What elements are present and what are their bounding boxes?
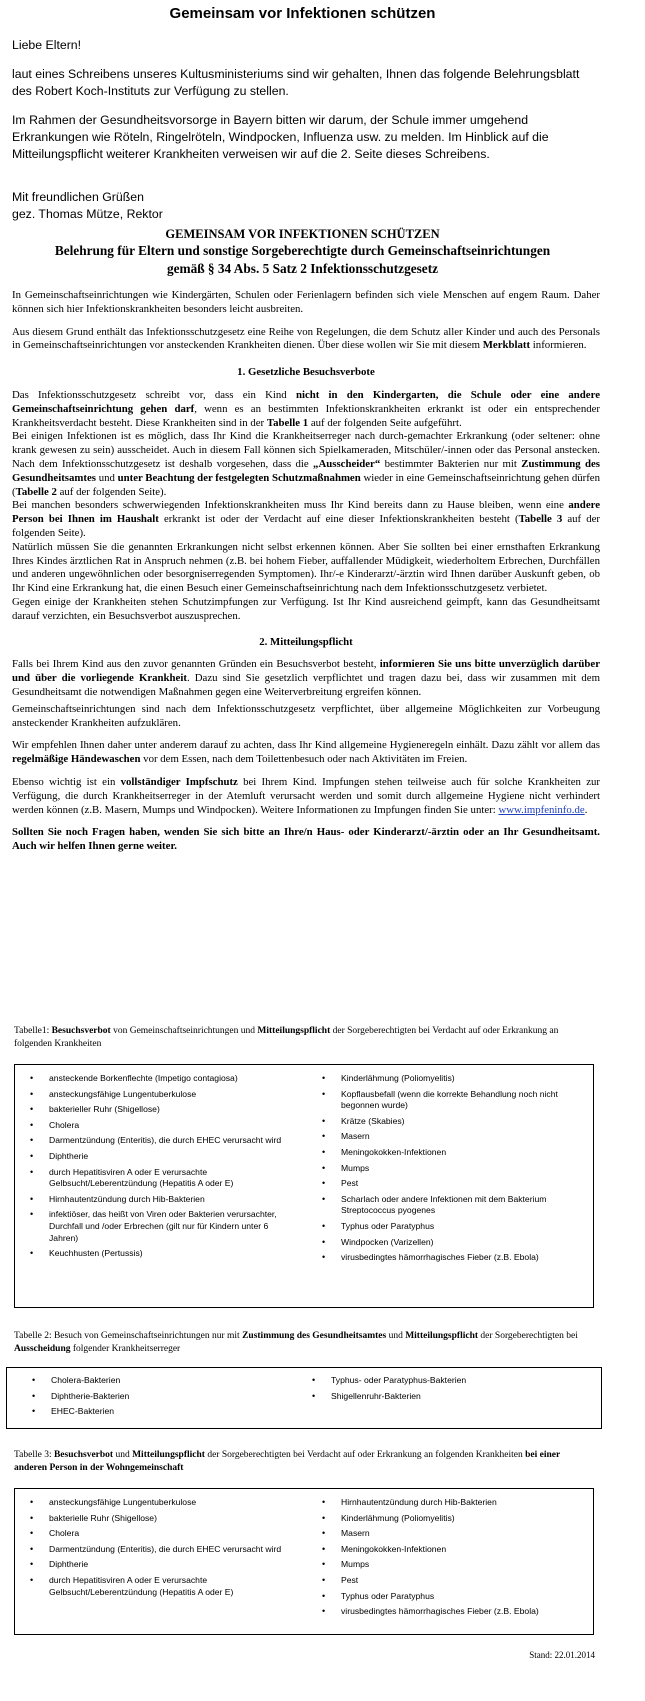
section-3-para-b: Wir empfehlen Ihnen daher unter anderem darauf zu achten, dass Ihr Kind allgemeine Hygieneregeln einhält. Dazu zählt vor allem das regelmäßige Händewaschen vor dem Essen, nach dem Toilettenbesuch oder nach Aktivitäten im Freien.: [12, 739, 600, 766]
list-item: • bakterieller Ruhr (Shigellose): [27, 1104, 282, 1116]
letter-paragraph-1: laut eines Schreibens unseres Kultusministeriums sind wir gehalten, Ihnen das folgende Belehrungsblatt des Robert Koch-Instituts zur Verfügung zu stellen.: [12, 67, 580, 98]
list-item: • Typhus- oder Paratyphus-Bakterien: [309, 1375, 579, 1387]
list-item: • Darmentzündung (Enteritis), die durch EHEC verursacht wird: [27, 1544, 282, 1556]
table2-right-list: [309, 1375, 579, 1402]
table3-left-list: [27, 1497, 282, 1598]
letter-body: [12, 37, 602, 223]
table1-caption: Tabelle1: Besuchsverbot von Gemeinschaftseinrichtungen und Mitteilungspflicht der Sorgeberechtigten bei Verdacht auf oder Erkrankung an folgenden Krankheiten: [14, 1026, 559, 1049]
leaflet-heading-3: gemäß § 34 Abs. 5 Satz 2 Infektionsschutzgesetz: [166, 261, 439, 276]
list-item: • virusbedingtes hämorrhagisches Fieber (z.B. Ebola): [319, 1606, 584, 1618]
list-item: • Windpocken (Varizellen): [319, 1237, 584, 1249]
section-2-title: 2. Mitteilungspflicht: [259, 635, 353, 648]
leaflet-intro-1: In Gemeinschaftseinrichtungen wie Kindergärten, Schulen oder Ferienlagern befinden sich viele Menschen auf engem Raum. Daher können sich hier Infektionskrankheiten besonders leicht ausbreiten.: [12, 289, 600, 315]
section-1-para-d: Natürlich müssen Sie die genannten Erkrankungen nicht selbst erkennen können. Aber Sie sollten bei einer ernsthaften Erkrankung Ihres Kindes ärztlichen Rat in Anspruch nehmen (z.B. bei hohem Fieber, auffallender Müdigkeit, wiederholtem Erbrechen, Durchfällen und anderen ungewöhnlichen oder besorgniserregenden Symptomen). Ihr/-e Kinderarzt/-ärztin wird Ihnen darüber Auskunft geben, ob Ihr Kind eine Erkrankung hat, die einen Besuch einer Gemeinschaftseinrichtung nach dem Infektionsschutzgesetz verbietet.: [12, 540, 600, 595]
section-1-para-c: Bei manchen besonders schwerwiegenden Infektionskrankheiten muss Ihr Kind bereits dann zu Hause bleiben, wenn eine andere Person bei Ihnen im Haushalt erkrankt ist oder der Verdacht auf eine dieser Infektionskrankheiten besteht (Tabelle 3 auf der folgenden Seite).: [12, 499, 600, 539]
leaflet-intro-2: Aus diesem Grund enthält das Infektionsschutzgesetz eine Reihe von Regelungen, die dem Schutz aller Kinder und auch des Personals in Gemeinschaftseinrichtungen vor ansteckenden Krankheiten dienen. Über diese wollen wir Sie mit diesem Merkblatt informieren.: [12, 325, 600, 352]
table1-right-column: [319, 1073, 584, 1268]
list-item: • durch Hepatitisviren A oder E verursachte Gelbsucht/Leberentzündung (Hepatitis A oder E): [27, 1575, 282, 1598]
list-item: • Masern: [319, 1131, 584, 1143]
table3-box: [14, 1488, 594, 1635]
list-item: • Typhus oder Paratyphus: [319, 1221, 584, 1233]
list-item: • Kinderlähmung (Poliomyelitis): [319, 1073, 584, 1085]
list-item: • ansteckungsfähige Lungentuberkulose: [27, 1089, 282, 1101]
section-3-para-d: Sollten Sie noch Fragen haben, wenden Sie sich bitte an Ihre/n Haus- oder Kinderarzt/-ärztin oder an Ihr Gesundheitsamt. Auch wir helfen Ihnen gerne weiter.: [12, 826, 600, 853]
table2-right-column: [309, 1375, 579, 1406]
section-2-para: Falls bei Ihrem Kind aus den zuvor genannten Gründen ein Besuchsverbot besteht, informieren Sie uns bitte unverzüglich darüber und über die vorliegende Krankheit. Dazu sind Sie gesetzlich verpflichtet und tragen dazu bei, dass wir zusammen mit dem Gesundheitsamt die notwendigen Maßnahmen gegen eine Weiterverbreitung ergreifen können.: [12, 658, 600, 698]
list-item: • Cholera-Bakterien: [29, 1375, 289, 1387]
table3-caption: Tabelle 3: Besuchsverbot und Mitteilungspflicht der Sorgeberechtigten bei Verdacht auf oder Erkrankung an folgenden Krankheiten bei einer anderen Person in der Wohngemeinschaft: [14, 1450, 561, 1473]
list-item: • ansteckungsfähige Lungentuberkulose: [27, 1497, 282, 1509]
list-item: • Kinderlähmung (Poliomyelitis): [319, 1513, 584, 1525]
table2-caption: Tabelle 2: Besuch von Gemeinschaftseinrichtungen nur mit Zustimmung des Gesundheitsamtes und Mitteilungspflicht der Sorgeberechtigten bei Ausscheidung folgender Krankheitserreger: [14, 1331, 578, 1354]
letter-closing: Mit freundlichen Grüßen: [12, 190, 144, 204]
section-1-title: 1. Gesetzliche Besuchsverbote: [237, 366, 375, 379]
date-stamp: Stand: 22.01.2014: [529, 1650, 595, 1660]
table3-right-list: [319, 1497, 584, 1618]
list-item: • Masern: [319, 1528, 584, 1540]
section-3-para-c: Ebenso wichtig ist ein vollständiger Impfschutz bei Ihrem Kind. Impfungen stehen teilweise auch für solche Krankheiten zur Verfügung, die durch Krankheitserreger in der Atemluft verursacht werden und somit durch allgemeine Hygiene nicht verhindert werden können (z.B. Masern, Mumps und Windpocken). Weitere Informationen zu Impfungen finden Sie unter: www.impfeninfo.de.: [12, 775, 600, 816]
section-1-para-a: Das Infektionsschutzgesetz schreibt vor, dass ein Kind nicht in den Kindergarten, die Schule oder eine andere Gemeinschaftseinrichtung gehen darf, wenn es an bestimmten Infektionskrankheiten erkrankt ist oder ein entsprechender Krankheitsverdacht besteht. Diese Krankheiten sind in der Tabelle 1 auf der folgenden Seite aufgeführt.: [12, 388, 601, 429]
list-item: • Cholera: [27, 1528, 282, 1540]
letter-salutation: Liebe Eltern!: [12, 38, 82, 52]
section-1-para-b: Bei einigen Infektionen ist es möglich, dass Ihr Kind die Krankheitserreger nach durch-gemachter Erkrankung (oder seltener: ohne krank gewesen zu sein) ausscheidet. Auch in diesem Fall können sich Spielkameraden, Mitschüler/-innen oder das Personal anstecken. Nach dem Infektionsschutzgesetz ist deshalb vorgesehen, dass die „Ausscheider“ bestimmter Bakterien nur mit Zustimmung des Gesundheitsamtes und unter Beachtung der festgelegten Schutzmaßnahmen wieder in eine Gemeinschaftseinrichtung gehen dürfen (Tabelle 2 auf der folgenden Seite).: [12, 430, 600, 498]
list-item: • Diphtherie: [27, 1559, 282, 1571]
list-item: • bakterielle Ruhr (Shigellose): [27, 1513, 282, 1525]
list-item: • Cholera: [27, 1120, 282, 1132]
section-3-para-a: Gemeinschaftseinrichtungen sind nach dem Infektionsschutzgesetz verpflichtet, über allgemeine Möglichkeiten zur Vorbeugung ansteckender Krankheiten aufzuklären.: [12, 702, 600, 729]
list-item: • Mumps: [319, 1163, 584, 1175]
table1-left-column: [27, 1073, 282, 1264]
list-item: • infektiöser, das heißt von Viren oder Bakterien verursachter, Durchfall und /oder Erbrechen (gilt nur für Kindern unter 6 Jahren): [27, 1209, 282, 1244]
list-item: • Pest: [319, 1575, 584, 1587]
list-item: • Shigellenruhr-Bakterien: [309, 1391, 579, 1403]
list-item: • ansteckende Borkenflechte (Impetigo contagiosa): [27, 1073, 282, 1085]
list-item: • durch Hepatitisviren A oder E verursachte Gelbsucht/Leberentzündung (Hepatitis A oder E): [27, 1167, 282, 1190]
list-item: • EHEC-Bakterien: [29, 1406, 289, 1418]
leaflet-body: [12, 289, 600, 863]
list-item: • Typhus oder Paratyphus: [319, 1591, 584, 1603]
impfeninfo-link[interactable]: www.impfeninfo.de: [498, 803, 585, 816]
list-item: • virusbedingtes hämorrhagisches Fieber (z.B. Ebola): [319, 1252, 584, 1264]
table3-right-column: [319, 1497, 584, 1622]
list-item: • Pest: [319, 1178, 584, 1190]
table2-box: [6, 1367, 602, 1429]
table1-right-list: [319, 1073, 584, 1264]
list-item: • Mumps: [319, 1559, 584, 1571]
list-item: • Diphtherie: [27, 1151, 282, 1163]
list-item: • Hirnhautentzündung durch Hib-Bakterien: [27, 1194, 282, 1206]
list-item: • Diphtherie-Bakterien: [29, 1391, 289, 1403]
list-item: • Scharlach oder andere Infektionen mit dem Bakterium Streptococcus pyogenes: [319, 1194, 584, 1217]
section-1-para-e: Gegen einige der Krankheiten stehen Schutzimpfungen zur Verfügung. Ist Ihr Kind ausreichend geimpft, kann das Gesundheitsamt darauf verzichten, ein Besuchsverbot auszusprechen.: [12, 595, 600, 622]
table3-left-column: [27, 1497, 282, 1602]
list-item: • Keuchhusten (Pertussis): [27, 1248, 282, 1260]
table1-box: [14, 1064, 594, 1308]
letter-signature: gez. Thomas Mütze, Rektor: [12, 207, 163, 221]
list-item: • Meningokokken-Infektionen: [319, 1147, 584, 1159]
table2-left-list: [29, 1375, 289, 1418]
list-item: • Hirnhautentzündung durch Hib-Bakterien: [319, 1497, 584, 1509]
list-item: • Darmentzündung (Enteritis), die durch EHEC verursacht wird: [27, 1135, 282, 1147]
leaflet-heading-1: GEMEINSAM VOR INFEKTIONEN SCHÜTZEN: [165, 227, 440, 241]
list-item: • Kopflausbefall (wenn die korrekte Behandlung noch nicht begonnen wurde): [319, 1089, 584, 1112]
list-item: • Krätze (Skabies): [319, 1116, 584, 1128]
table2-left-column: [29, 1375, 289, 1422]
list-item: • Meningokokken-Infektionen: [319, 1544, 584, 1556]
letter-title: Gemeinsam vor Infektionen schützen: [169, 5, 436, 22]
letter-paragraph-2: Im Rahmen der Gesundheitsvorsorge in Bayern bitten wir darum, der Schule immer umgehend Erkrankungen wie Röteln, Ringelröteln, Windpocken, Influenza usw. zu melden. Im Hinblick auf die Mitteilungspflicht weiterer Krankheiten verweisen wir auf die 2. Seite dieses Schreibens.: [12, 113, 549, 161]
leaflet-heading-2: Belehrung für Eltern und sonstige Sorgeberechtigte durch Gemeinschaftseinrichtungen: [54, 243, 551, 258]
table1-left-list: [27, 1073, 282, 1260]
section-1-body: [12, 389, 600, 624]
